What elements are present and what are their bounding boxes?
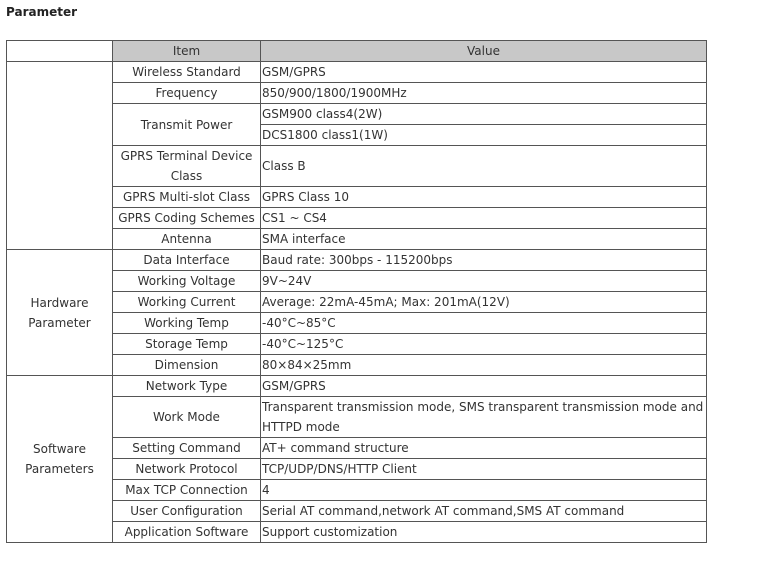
value-cell: 80×84×25mm <box>261 355 707 376</box>
value-cell: SMA interface <box>261 229 707 250</box>
item-cell: Working Voltage <box>113 271 261 292</box>
value-cell: Transparent transmission mode, SMS transparent transmission mode and HTTPD mode <box>261 397 707 438</box>
value-cell: Support customization <box>261 522 707 543</box>
table-row <box>7 376 707 397</box>
item-cell: Transmit Power <box>113 104 261 146</box>
item-cell: Working Temp <box>113 313 261 334</box>
item-cell: GPRS Multi-slot Class <box>113 187 261 208</box>
value-cell: AT+ command structure <box>261 438 707 459</box>
table-body <box>7 62 707 543</box>
value-cell: GPRS Class 10 <box>261 187 707 208</box>
item-cell: Setting Command <box>113 438 261 459</box>
item-cell: Antenna <box>113 229 261 250</box>
item-cell: Network Protocol <box>113 459 261 480</box>
item-cell: Application Software <box>113 522 261 543</box>
item-cell: Dimension <box>113 355 261 376</box>
page-title: Parameter <box>6 5 78 19</box>
value-cell: Average: 22mA-45mA; Max: 201mA(12V) <box>261 292 707 313</box>
value-cell: DCS1800 class1(1W) <box>261 125 707 146</box>
value-cell: TCP/UDP/DNS/HTTP Client <box>261 459 707 480</box>
value-cell: Class B <box>261 146 707 187</box>
value-cell: -40°C~85°C <box>261 313 707 334</box>
item-cell: Frequency <box>113 83 261 104</box>
item-cell: GPRS Terminal Device Class <box>113 146 261 187</box>
value-cell: -40°C~125°C <box>261 334 707 355</box>
value-cell: 4 <box>261 480 707 501</box>
item-cell: User Configuration <box>113 501 261 522</box>
group-label: Software Parameters <box>7 376 113 543</box>
group-label: Hardware Parameter <box>7 250 113 376</box>
item-cell: Data Interface <box>113 250 261 271</box>
header-value: Value <box>261 41 707 62</box>
value-cell: Serial AT command,network AT command,SMS AT command <box>261 501 707 522</box>
item-cell: Working Current <box>113 292 261 313</box>
value-cell: CS1 ~ CS4 <box>261 208 707 229</box>
group-label <box>7 62 113 250</box>
item-cell: Network Type <box>113 376 261 397</box>
value-cell: GSM/GPRS <box>261 376 707 397</box>
header-blank-cell <box>7 41 113 62</box>
table-row <box>7 250 707 271</box>
value-cell: 9V~24V <box>261 271 707 292</box>
value-cell: GSM/GPRS <box>261 62 707 83</box>
item-cell: Max TCP Connection <box>113 480 261 501</box>
header-item: Item <box>113 41 261 62</box>
item-cell: GPRS Coding Schemes <box>113 208 261 229</box>
table-header-row <box>7 41 707 62</box>
item-cell: Wireless Standard <box>113 62 261 83</box>
table-row <box>7 62 707 83</box>
item-cell: Work Mode <box>113 397 261 438</box>
value-cell: 850/900/1800/1900MHz <box>261 83 707 104</box>
item-cell: Storage Temp <box>113 334 261 355</box>
value-cell: GSM900 class4(2W) <box>261 104 707 125</box>
value-cell: Baud rate: 300bps - 115200bps <box>261 250 707 271</box>
parameter-table <box>6 40 707 543</box>
